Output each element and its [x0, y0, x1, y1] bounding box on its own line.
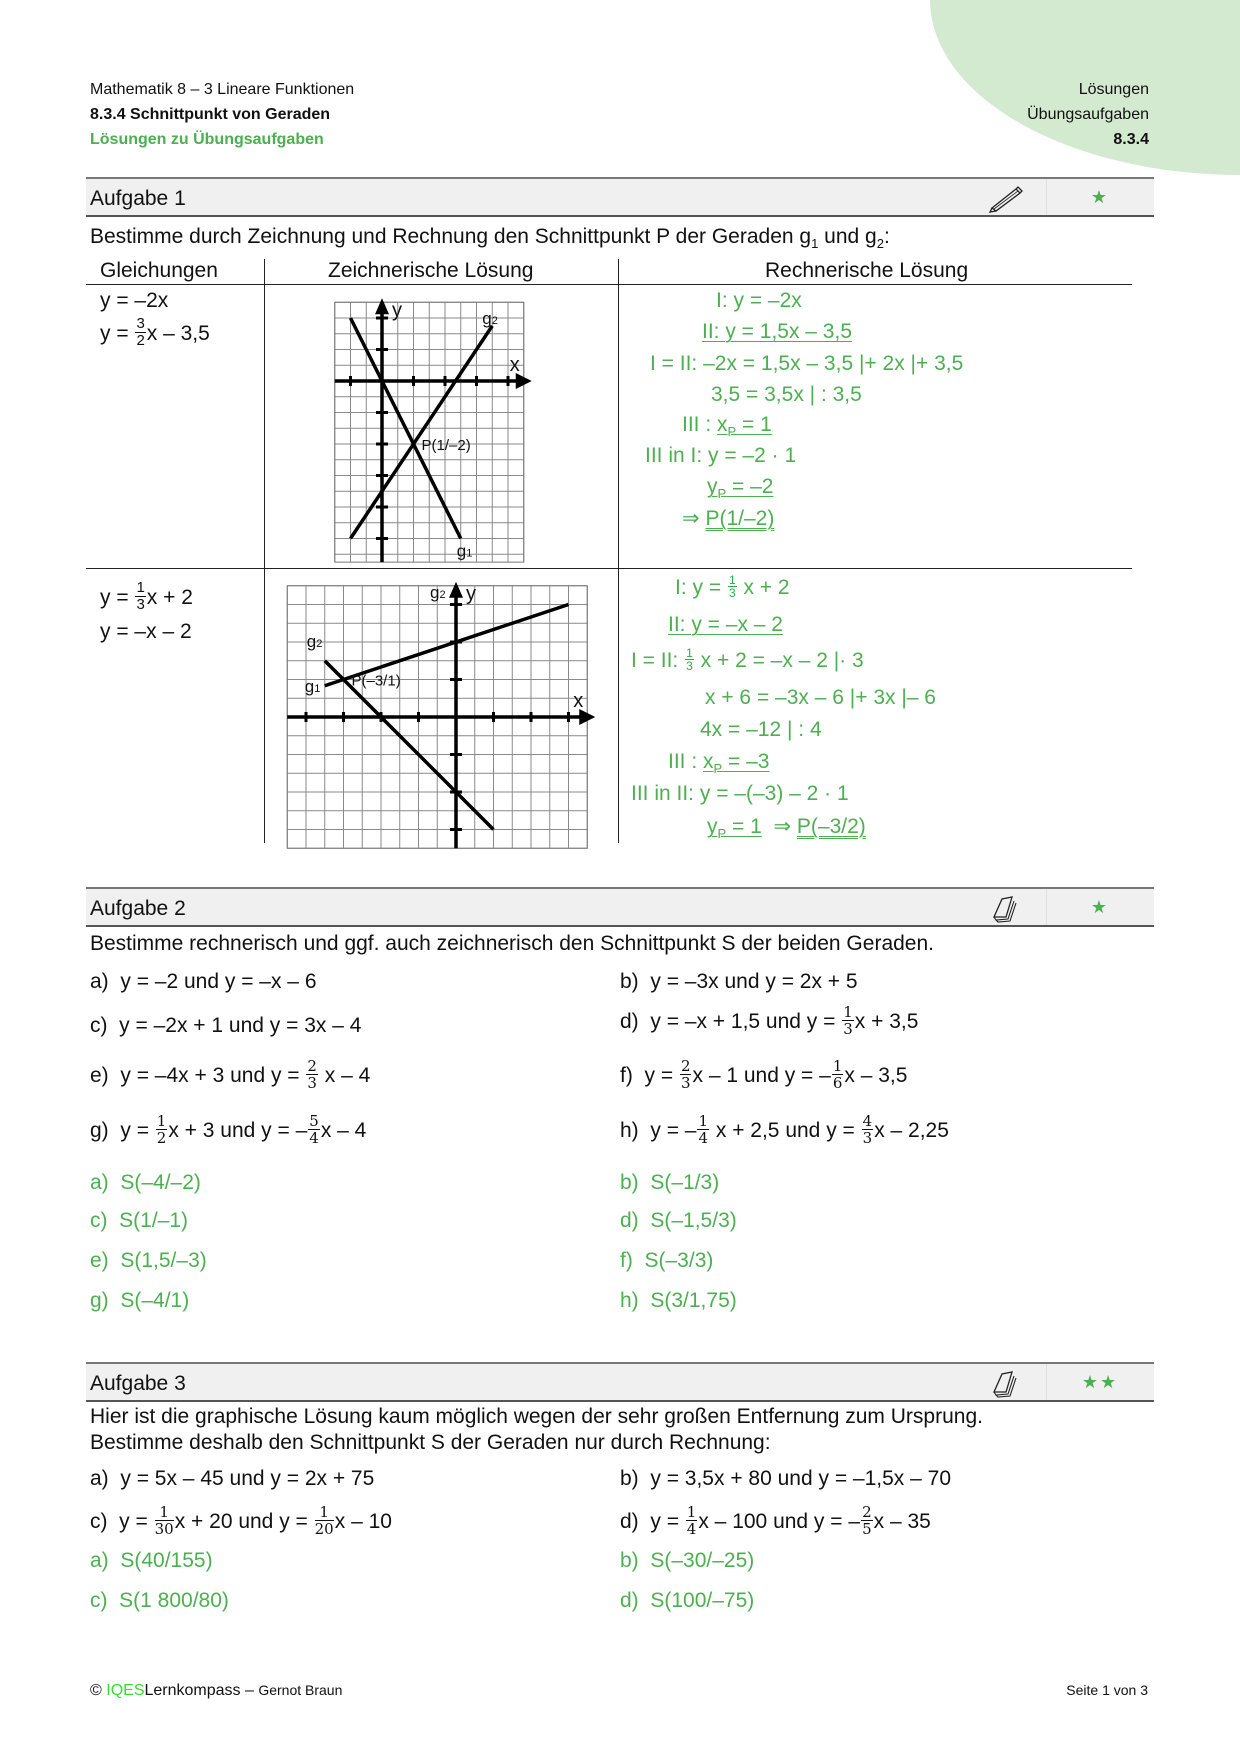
g2-label: g2 [306, 631, 323, 651]
row1-sol-line4: 3,5 = 3,5x | : 3,5 [711, 383, 862, 406]
task1-instruction: Bestimme durch Zeichnung und Rechnung den Schnittpunkt P der Geraden $g_1$ und $g_2$: [90, 225, 890, 252]
task2-item-a: a) y = –2 und y = –x – 6 [90, 970, 317, 993]
task2-item-g: g) y = $\frac{1}{2}$ x + 3 und y = – $\frac{5}{4}$ x – 4 [90, 1112, 367, 1147]
y-axis-label: y [466, 582, 476, 605]
task3-instruction-1: Hier ist die graphische Lösung kaum möglich wegen der sehr großen Entfernung zum Ursprung. [90, 1405, 983, 1428]
intersection-label: P(1/–2) [421, 437, 471, 454]
intersection-label: P(–3/1) [351, 672, 401, 690]
task2-answer-e: e) S(1,5/–3) [90, 1249, 207, 1272]
task2-title: Aufgabe 2 [90, 897, 186, 920]
col-header-computational: Rechnerische Lösung [765, 259, 969, 282]
x-axis-label: x [509, 354, 520, 376]
y-axis-label: y [392, 299, 402, 322]
g2-label-top: g2 [430, 582, 446, 602]
task2-answer-d: d) S(–1,5/3) [620, 1209, 737, 1232]
task3-answer-a: a) S(40/155) [90, 1549, 213, 1572]
implies-icon: ⇒ [682, 507, 700, 530]
task2-answer-g: g) S(–4/1) [90, 1289, 190, 1312]
footer-copyright: © IQESLernkompass – Gernot Braun [90, 1682, 343, 1699]
task3-answer-c: c) S(1 800/80) [90, 1589, 229, 1612]
course-title: Mathematik 8 – 3 Lineare Funktionen [90, 81, 355, 98]
row2-sol-line5: 4x = –12 | : 4 [700, 718, 822, 741]
task3-answer-d: d) S(100/–75) [620, 1589, 755, 1612]
g1-label: g1 [304, 676, 321, 696]
task2-answer-f: f) S(–3/3) [620, 1249, 714, 1272]
difficulty-stars: ★ [1090, 897, 1110, 917]
col-header-equations: Gleichungen [100, 259, 218, 282]
row2-sol-line2: II: y = –x – 2 [668, 613, 783, 636]
task2-item-h: h) y = – $\frac{1}{4}$ x + 2,5 und y = $\frac{4}{3}$ x – 2,25 [620, 1112, 949, 1147]
row1-equation-1: y = –2x [100, 289, 169, 312]
header-right-number: 8.3.4 [1113, 131, 1149, 148]
row2-sol-result: $y_P = 1$ ⇒ P(–3/2) [707, 815, 866, 842]
task2-header [86, 887, 1154, 927]
task3-item-a: a) y = 5x – 45 und y = 2x + 75 [90, 1467, 375, 1490]
row2-sol-line3: I = II: $\frac{1}{3}$ x + 2 = –x – 2 |· 3 [631, 646, 864, 673]
row1-sol-line2: II: y = 1,5x – 3,5 [702, 320, 853, 343]
document-subtitle: Lösungen zu Übungsaufgaben [90, 131, 324, 148]
task2-answer-h: h) S(3/1,75) [620, 1289, 737, 1312]
row2-sol-line6: III : $x_P = -3$ [668, 750, 770, 777]
task2-answer-b: b) S(–1/3) [620, 1171, 720, 1194]
header-right-line1: Lösungen [1078, 81, 1149, 98]
row1-equation-2: y = $\frac{3}{2}$ x – 3,5 [100, 315, 210, 349]
notebook-icon [986, 1368, 1026, 1398]
task2-instruction: Bestimme rechnerisch und ggf. auch zeichnerisch den Schnittpunkt S der beiden Geraden. [90, 932, 934, 955]
task2-answer-c: c) S(1/–1) [90, 1209, 189, 1232]
brand-iqes: IQES [106, 1682, 145, 1699]
brand-lernkompass: Lernkompass [144, 1682, 241, 1699]
header-right-line2: Übungsaufgaben [1027, 106, 1149, 123]
g1-label: g1 [456, 541, 473, 561]
implies-icon: ⇒ [773, 815, 792, 838]
row1-sol-line1: I: y = –2x [716, 289, 802, 312]
col-header-graphical: Zeichnerische Lösung [328, 259, 534, 282]
task1-title: Aufgabe 1 [90, 187, 186, 210]
task3-header [86, 1362, 1154, 1402]
author: Gernot Braun [258, 1682, 343, 1698]
task3-item-d: d) y = $\frac{1}{4}$ x – 100 und y = – $\frac{2}{5}$ x – 35 [620, 1503, 931, 1538]
task2-item-d: d) y = –x + 1,5 und y = $\frac{1}{3}$ x + 3,5 [620, 1003, 919, 1038]
task2-item-f: f) y = $\frac{2}{3}$ x – 1 und y = – $\frac{1}{6}$ x – 3,5 [620, 1057, 908, 1092]
task2-item-e: e) y = –4x + 3 und y = $\frac{2}{3}$ x – 4 [90, 1057, 371, 1092]
row2-sol-line4: x + 6 = –3x – 6 |+ 3x |– 6 [705, 686, 936, 709]
chapter-title: 8.3.4 Schnittpunkt von Geraden [90, 106, 331, 123]
task3-instruction-2: Bestimme deshalb den Schnittpunkt S der Geraden nur durch Rechnung: [90, 1431, 771, 1454]
y-axis-arrow [375, 298, 389, 314]
row1-sol-line3: I = II: –2x = 1,5x – 3,5 |+ 2x |+ 3,5 [650, 352, 964, 375]
line-g2 [325, 661, 494, 830]
x-axis-label: x [573, 690, 584, 712]
copyright-icon: © [90, 1682, 102, 1699]
task2-item-c: c) y = –2x + 1 und y = 3x – 4 [90, 1014, 362, 1037]
task2-answer-a: a) S(–4/–2) [90, 1171, 201, 1194]
task3-item-c: c) y = $\frac{1}{30}$ x + 20 und y = $\frac{1}{20}$ x – 10 [90, 1503, 392, 1538]
row1-sol-yp: $y_P = -2$ [707, 475, 774, 502]
row2-sol-line1: I: y = $\frac{1}{3}$ x + 2 [675, 573, 790, 600]
g2-label: g2 [482, 308, 498, 328]
task3-title: Aufgabe 3 [90, 1372, 186, 1395]
row1-sol-line5: III : $x_P = 1$ [682, 413, 772, 440]
difficulty-stars: ★★ [1081, 1372, 1119, 1392]
row1-sol-result: ⇒ P(1/–2) [682, 507, 775, 530]
row2-equation-1: y = $\frac{1}{3}$ x + 2 [100, 579, 193, 613]
task3-item-b: b) y = 3,5x + 80 und y = –1,5x – 70 [620, 1467, 951, 1490]
difficulty-stars: ★ [1090, 187, 1110, 207]
y-axis-arrow [449, 582, 463, 598]
notebook-icon [986, 893, 1026, 923]
task2-item-b: b) y = –3x und y = 2x + 5 [620, 970, 858, 993]
row1-sol-line6: III in I: y = –2 · 1 [645, 444, 797, 467]
row2-equation-2: y = –x – 2 [100, 620, 192, 643]
row2-sol-line7: III in II: y = –(–3) – 2 · 1 [631, 782, 849, 805]
page-number: Seite 1 von 3 [1066, 1682, 1148, 1698]
task3-answer-b: b) S(–30/–25) [620, 1549, 755, 1572]
